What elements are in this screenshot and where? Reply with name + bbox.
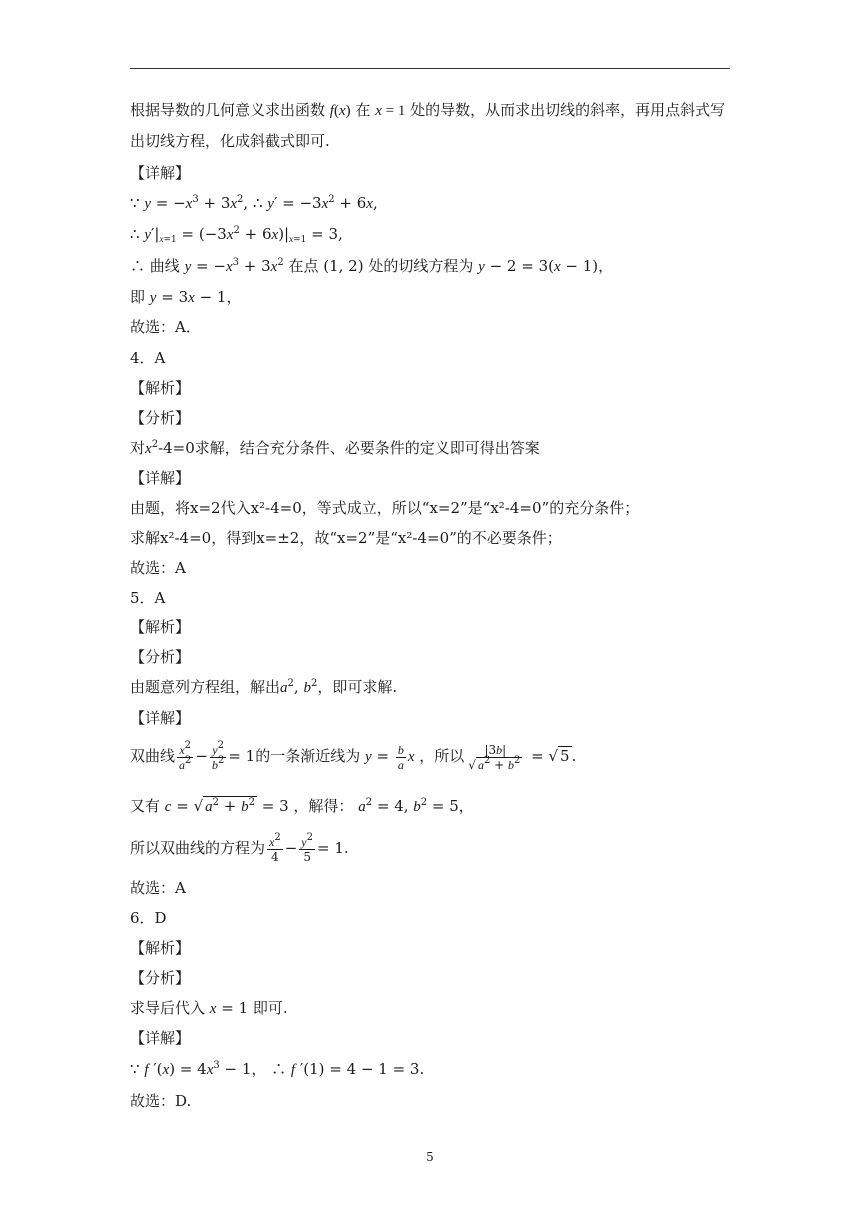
q6-analysis: 求导后代入 x = 1 即可. xyxy=(130,999,288,1017)
analysis-line-2: 出切线方程，化成斜截式即可. xyxy=(130,132,330,150)
q3-result-line: 即 y = 3x − 1， xyxy=(130,288,242,306)
page-number: 5 xyxy=(426,1150,434,1164)
q3-derivative-line: ∵ $y = -x^3 + 3x^2$, ∴ $y' = -3x^2 + 6x$, xyxy=(130,194,378,212)
q5-jiexi: 【解析】 xyxy=(130,618,191,636)
q4-detail-2: 求解x²-4=0，得到x=±2，故“x=2”是“x²-4=0”的不必要条件； xyxy=(130,529,562,547)
q4-detail-heading: 【详解】 xyxy=(130,469,191,487)
q6-answer: 故选：D. xyxy=(130,1092,192,1110)
q4-detail-1: 由题，将x=2代入x²-4=0，等式成立，所以“x=2”是“x²-4=0”的充分条件； xyxy=(130,499,640,517)
q5-analysis: 由题意列方程组，解出$a^2$, $b^2$，即可求解. xyxy=(130,678,398,696)
q5-answer: 故选：A xyxy=(130,879,186,897)
q4-jiexi: 【解析】 xyxy=(130,379,191,397)
header-rule xyxy=(130,68,730,69)
q3-tangent-line: ∴ 曲线 $y = -x^3 + 3x^2$ 在点 (1, 2) 处的切线方程为 y − 2 = 3(x − 1)， xyxy=(130,257,614,275)
q4-analysis: 对$x^2-4=0$求解，结合充分条件、必要条件的定义即可得出答案 xyxy=(130,439,540,457)
q3-detail-heading: 【详解】 xyxy=(130,164,191,182)
q5-fenxi: 【分析】 xyxy=(130,648,191,666)
q5-detail-1: 双曲线 $\frac{x^2}{a^2}$ − $\frac{y^2}{b^2}$ = 1的一条渐近线为 y = $\frac{b}{a}$ x ，所以 $\frac{|3b|}{√ a^2 + b^2}$ = √ 5 . xyxy=(130,739,577,772)
q5-detail-heading: 【详解】 xyxy=(130,709,191,727)
q6-derivative-line: ∵ f $'(x) = 4x^3 - 1$， ∴ f ′(1) = 4 − 1 = 3. xyxy=(130,1060,425,1078)
q3-slope-line: ∴ $y'|_{x=1} = (-3x^2 + 6x)|_{x=1} = 3$, xyxy=(130,225,343,245)
q4-fenxi: 【分析】 xyxy=(130,409,191,427)
q5-heading: 5．A xyxy=(130,589,166,607)
q4-heading: 4．A xyxy=(130,349,166,367)
q6-detail-heading: 【详解】 xyxy=(130,1029,191,1047)
analysis-line-1: 根据导数的几何意义求出函数 f(x) 在 x = 1 处的导数，从而求出切线的斜率，再用点斜式写 xyxy=(130,101,726,119)
q3-answer: 故选：A． xyxy=(130,318,201,336)
q6-fenxi: 【分析】 xyxy=(130,969,191,987)
q6-heading: 6．D xyxy=(130,909,167,927)
q4-answer: 故选：A xyxy=(130,559,186,577)
q5-detail-3: 所以双曲线的方程为 $\frac{x^2}{4}$ − $\frac{y^2}{5}$ = 1. xyxy=(130,831,349,864)
q5-detail-2: 又有 c = √ $a^2 + b^2 = 3$ ，解得： $a^2 = 4$, $b^2 = 5$， xyxy=(130,797,474,815)
q6-jiexi: 【解析】 xyxy=(130,939,191,957)
